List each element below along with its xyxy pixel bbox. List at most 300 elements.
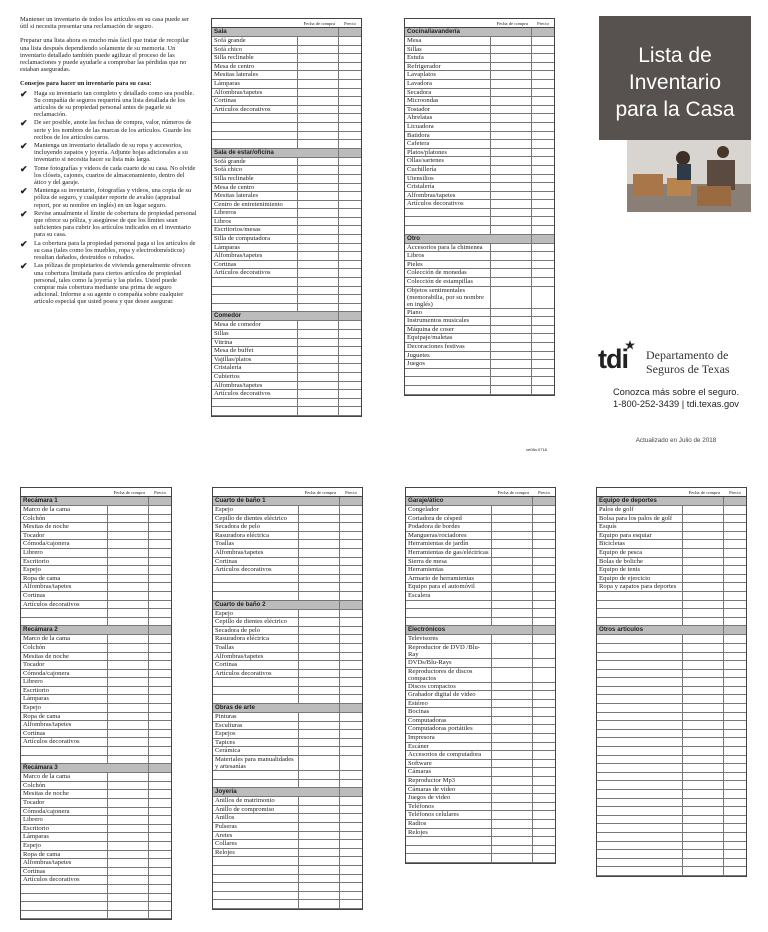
price-cell[interactable] bbox=[340, 713, 362, 721]
purchase-date-cell[interactable] bbox=[298, 321, 339, 329]
purchase-date-cell[interactable] bbox=[492, 777, 533, 785]
price-cell[interactable] bbox=[533, 592, 555, 600]
purchase-date-cell[interactable] bbox=[299, 497, 340, 505]
price-cell[interactable] bbox=[149, 799, 171, 807]
price-cell[interactable] bbox=[724, 566, 746, 574]
price-cell[interactable] bbox=[339, 330, 361, 338]
purchase-date-cell[interactable] bbox=[108, 670, 149, 678]
price-cell[interactable] bbox=[532, 123, 554, 131]
purchase-date-cell[interactable] bbox=[683, 678, 724, 686]
purchase-date-cell[interactable] bbox=[492, 540, 533, 548]
purchase-date-cell[interactable] bbox=[683, 695, 724, 703]
price-cell[interactable] bbox=[533, 794, 555, 802]
price-cell[interactable] bbox=[149, 515, 171, 523]
price-cell[interactable] bbox=[533, 768, 555, 776]
price-cell[interactable] bbox=[724, 618, 746, 626]
price-cell[interactable] bbox=[149, 695, 171, 703]
price-cell[interactable] bbox=[149, 825, 171, 833]
purchase-date-cell[interactable] bbox=[683, 687, 724, 695]
price-cell[interactable] bbox=[340, 780, 362, 788]
purchase-date-cell[interactable] bbox=[683, 653, 724, 661]
purchase-date-cell[interactable] bbox=[108, 704, 149, 712]
purchase-date-cell[interactable] bbox=[492, 549, 533, 557]
price-cell[interactable] bbox=[724, 687, 746, 695]
purchase-date-cell[interactable] bbox=[491, 63, 532, 71]
price-cell[interactable] bbox=[340, 558, 362, 566]
price-cell[interactable] bbox=[724, 799, 746, 807]
purchase-date-cell[interactable] bbox=[683, 670, 724, 678]
price-cell[interactable] bbox=[532, 80, 554, 88]
purchase-date-cell[interactable] bbox=[491, 54, 532, 62]
price-cell[interactable] bbox=[340, 601, 362, 609]
price-cell[interactable] bbox=[339, 37, 361, 45]
purchase-date-cell[interactable] bbox=[683, 721, 724, 729]
purchase-date-cell[interactable] bbox=[299, 704, 340, 712]
price-cell[interactable] bbox=[339, 63, 361, 71]
purchase-date-cell[interactable] bbox=[298, 166, 339, 174]
purchase-date-cell[interactable] bbox=[492, 558, 533, 566]
price-cell[interactable] bbox=[149, 808, 171, 816]
price-cell[interactable] bbox=[149, 738, 171, 746]
price-cell[interactable] bbox=[149, 756, 171, 764]
purchase-date-cell[interactable] bbox=[492, 532, 533, 540]
price-cell[interactable] bbox=[724, 764, 746, 772]
purchase-date-cell[interactable] bbox=[492, 768, 533, 776]
purchase-date-cell[interactable] bbox=[298, 226, 339, 234]
purchase-date-cell[interactable] bbox=[299, 832, 340, 840]
purchase-date-cell[interactable] bbox=[491, 235, 532, 243]
purchase-date-cell[interactable] bbox=[299, 583, 340, 591]
price-cell[interactable] bbox=[339, 140, 361, 148]
purchase-date-cell[interactable] bbox=[299, 695, 340, 703]
purchase-date-cell[interactable] bbox=[683, 609, 724, 617]
purchase-date-cell[interactable] bbox=[683, 747, 724, 755]
purchase-date-cell[interactable] bbox=[683, 575, 724, 583]
price-cell[interactable] bbox=[724, 661, 746, 669]
purchase-date-cell[interactable] bbox=[491, 200, 532, 208]
price-cell[interactable] bbox=[340, 857, 362, 865]
price-cell[interactable] bbox=[533, 515, 555, 523]
purchase-date-cell[interactable] bbox=[108, 756, 149, 764]
purchase-date-cell[interactable] bbox=[683, 540, 724, 548]
purchase-date-cell[interactable] bbox=[299, 797, 340, 805]
price-cell[interactable] bbox=[532, 114, 554, 122]
purchase-date-cell[interactable] bbox=[108, 868, 149, 876]
price-cell[interactable] bbox=[532, 261, 554, 269]
purchase-date-cell[interactable] bbox=[108, 782, 149, 790]
price-cell[interactable] bbox=[149, 782, 171, 790]
price-cell[interactable] bbox=[149, 721, 171, 729]
price-cell[interactable] bbox=[149, 902, 171, 910]
price-cell[interactable] bbox=[340, 892, 362, 900]
price-cell[interactable] bbox=[339, 184, 361, 192]
price-cell[interactable] bbox=[532, 326, 554, 334]
price-cell[interactable] bbox=[339, 28, 361, 36]
purchase-date-cell[interactable] bbox=[683, 601, 724, 609]
price-cell[interactable] bbox=[340, 592, 362, 600]
price-cell[interactable] bbox=[149, 670, 171, 678]
price-cell[interactable] bbox=[340, 575, 362, 583]
purchase-date-cell[interactable] bbox=[299, 747, 340, 755]
price-cell[interactable] bbox=[533, 743, 555, 751]
purchase-date-cell[interactable] bbox=[108, 506, 149, 514]
purchase-date-cell[interactable] bbox=[491, 369, 532, 377]
price-cell[interactable] bbox=[532, 252, 554, 260]
price-cell[interactable] bbox=[339, 356, 361, 364]
purchase-date-cell[interactable] bbox=[683, 592, 724, 600]
purchase-date-cell[interactable] bbox=[108, 911, 149, 919]
price-cell[interactable] bbox=[149, 885, 171, 893]
purchase-date-cell[interactable] bbox=[492, 760, 533, 768]
price-cell[interactable] bbox=[339, 373, 361, 381]
price-cell[interactable] bbox=[533, 668, 555, 682]
price-cell[interactable] bbox=[724, 704, 746, 712]
purchase-date-cell[interactable] bbox=[298, 269, 339, 277]
purchase-date-cell[interactable] bbox=[108, 497, 149, 505]
purchase-date-cell[interactable] bbox=[299, 644, 340, 652]
price-cell[interactable] bbox=[339, 192, 361, 200]
purchase-date-cell[interactable] bbox=[299, 653, 340, 661]
purchase-date-cell[interactable] bbox=[108, 713, 149, 721]
purchase-date-cell[interactable] bbox=[108, 833, 149, 841]
price-cell[interactable] bbox=[149, 704, 171, 712]
purchase-date-cell[interactable] bbox=[491, 89, 532, 97]
price-cell[interactable] bbox=[149, 497, 171, 505]
purchase-date-cell[interactable] bbox=[298, 287, 339, 295]
price-cell[interactable] bbox=[533, 566, 555, 574]
purchase-date-cell[interactable] bbox=[492, 725, 533, 733]
purchase-date-cell[interactable] bbox=[492, 820, 533, 828]
price-cell[interactable] bbox=[532, 369, 554, 377]
price-cell[interactable] bbox=[724, 747, 746, 755]
purchase-date-cell[interactable] bbox=[492, 601, 533, 609]
purchase-date-cell[interactable] bbox=[491, 183, 532, 191]
price-cell[interactable] bbox=[339, 71, 361, 79]
purchase-date-cell[interactable] bbox=[491, 343, 532, 351]
price-cell[interactable] bbox=[340, 866, 362, 874]
purchase-date-cell[interactable] bbox=[491, 166, 532, 174]
purchase-date-cell[interactable] bbox=[298, 261, 339, 269]
purchase-date-cell[interactable] bbox=[683, 635, 724, 643]
price-cell[interactable] bbox=[533, 659, 555, 667]
purchase-date-cell[interactable] bbox=[299, 849, 340, 857]
purchase-date-cell[interactable] bbox=[299, 540, 340, 548]
price-cell[interactable] bbox=[724, 713, 746, 721]
price-cell[interactable] bbox=[340, 506, 362, 514]
purchase-date-cell[interactable] bbox=[299, 840, 340, 848]
purchase-date-cell[interactable] bbox=[683, 713, 724, 721]
price-cell[interactable] bbox=[149, 609, 171, 617]
purchase-date-cell[interactable] bbox=[298, 54, 339, 62]
purchase-date-cell[interactable] bbox=[299, 780, 340, 788]
price-cell[interactable] bbox=[532, 97, 554, 105]
price-cell[interactable] bbox=[724, 773, 746, 781]
price-cell[interactable] bbox=[533, 829, 555, 837]
purchase-date-cell[interactable] bbox=[299, 506, 340, 514]
price-cell[interactable] bbox=[340, 549, 362, 557]
price-cell[interactable] bbox=[724, 609, 746, 617]
price-cell[interactable] bbox=[339, 304, 361, 312]
purchase-date-cell[interactable] bbox=[298, 158, 339, 166]
purchase-date-cell[interactable] bbox=[298, 364, 339, 372]
purchase-date-cell[interactable] bbox=[492, 708, 533, 716]
price-cell[interactable] bbox=[339, 269, 361, 277]
price-cell[interactable] bbox=[149, 713, 171, 721]
price-cell[interactable] bbox=[533, 601, 555, 609]
purchase-date-cell[interactable] bbox=[491, 46, 532, 54]
price-cell[interactable] bbox=[533, 523, 555, 531]
purchase-date-cell[interactable] bbox=[492, 794, 533, 802]
price-cell[interactable] bbox=[340, 687, 362, 695]
price-cell[interactable] bbox=[532, 54, 554, 62]
purchase-date-cell[interactable] bbox=[298, 106, 339, 114]
purchase-date-cell[interactable] bbox=[492, 583, 533, 591]
price-cell[interactable] bbox=[724, 824, 746, 832]
purchase-date-cell[interactable] bbox=[683, 566, 724, 574]
purchase-date-cell[interactable] bbox=[683, 730, 724, 738]
purchase-date-cell[interactable] bbox=[491, 209, 532, 217]
purchase-date-cell[interactable] bbox=[492, 668, 533, 682]
price-cell[interactable] bbox=[533, 854, 555, 862]
price-cell[interactable] bbox=[724, 532, 746, 540]
price-cell[interactable] bbox=[339, 244, 361, 252]
price-cell[interactable] bbox=[340, 540, 362, 548]
price-cell[interactable] bbox=[533, 751, 555, 759]
price-cell[interactable] bbox=[339, 347, 361, 355]
price-cell[interactable] bbox=[149, 868, 171, 876]
purchase-date-cell[interactable] bbox=[492, 829, 533, 837]
price-cell[interactable] bbox=[724, 867, 746, 875]
price-cell[interactable] bbox=[339, 226, 361, 234]
purchase-date-cell[interactable] bbox=[298, 63, 339, 71]
purchase-date-cell[interactable] bbox=[492, 506, 533, 514]
price-cell[interactable] bbox=[149, 635, 171, 643]
purchase-date-cell[interactable] bbox=[491, 71, 532, 79]
purchase-date-cell[interactable] bbox=[491, 377, 532, 385]
purchase-date-cell[interactable] bbox=[108, 523, 149, 531]
purchase-date-cell[interactable] bbox=[492, 854, 533, 862]
price-cell[interactable] bbox=[339, 97, 361, 105]
purchase-date-cell[interactable] bbox=[491, 352, 532, 360]
purchase-date-cell[interactable] bbox=[108, 678, 149, 686]
purchase-date-cell[interactable] bbox=[108, 575, 149, 583]
purchase-date-cell[interactable] bbox=[683, 859, 724, 867]
price-cell[interactable] bbox=[149, 558, 171, 566]
price-cell[interactable] bbox=[532, 149, 554, 157]
price-cell[interactable] bbox=[533, 540, 555, 548]
purchase-date-cell[interactable] bbox=[298, 252, 339, 260]
purchase-date-cell[interactable] bbox=[299, 515, 340, 523]
price-cell[interactable] bbox=[340, 722, 362, 730]
purchase-date-cell[interactable] bbox=[108, 885, 149, 893]
purchase-date-cell[interactable] bbox=[491, 244, 532, 252]
price-cell[interactable] bbox=[339, 218, 361, 226]
price-cell[interactable] bbox=[532, 192, 554, 200]
purchase-date-cell[interactable] bbox=[298, 201, 339, 209]
purchase-date-cell[interactable] bbox=[683, 764, 724, 772]
price-cell[interactable] bbox=[532, 317, 554, 325]
purchase-date-cell[interactable] bbox=[298, 407, 339, 415]
purchase-date-cell[interactable] bbox=[492, 566, 533, 574]
purchase-date-cell[interactable] bbox=[298, 330, 339, 338]
purchase-date-cell[interactable] bbox=[491, 287, 532, 308]
price-cell[interactable] bbox=[532, 360, 554, 368]
price-cell[interactable] bbox=[340, 627, 362, 635]
price-cell[interactable] bbox=[340, 900, 362, 908]
purchase-date-cell[interactable] bbox=[491, 80, 532, 88]
price-cell[interactable] bbox=[339, 132, 361, 140]
price-cell[interactable] bbox=[532, 46, 554, 54]
purchase-date-cell[interactable] bbox=[298, 80, 339, 88]
price-cell[interactable] bbox=[339, 114, 361, 122]
price-cell[interactable] bbox=[340, 771, 362, 779]
purchase-date-cell[interactable] bbox=[491, 269, 532, 277]
price-cell[interactable] bbox=[340, 610, 362, 618]
price-cell[interactable] bbox=[724, 506, 746, 514]
purchase-date-cell[interactable] bbox=[299, 806, 340, 814]
price-cell[interactable] bbox=[149, 833, 171, 841]
price-cell[interactable] bbox=[339, 158, 361, 166]
purchase-date-cell[interactable] bbox=[299, 788, 340, 796]
price-cell[interactable] bbox=[724, 523, 746, 531]
purchase-date-cell[interactable] bbox=[299, 670, 340, 678]
price-cell[interactable] bbox=[532, 269, 554, 277]
purchase-date-cell[interactable] bbox=[298, 304, 339, 312]
purchase-date-cell[interactable] bbox=[491, 252, 532, 260]
purchase-date-cell[interactable] bbox=[492, 786, 533, 794]
price-cell[interactable] bbox=[532, 166, 554, 174]
price-cell[interactable] bbox=[533, 820, 555, 828]
purchase-date-cell[interactable] bbox=[492, 803, 533, 811]
price-cell[interactable] bbox=[533, 786, 555, 794]
purchase-date-cell[interactable] bbox=[108, 738, 149, 746]
price-cell[interactable] bbox=[339, 339, 361, 347]
price-cell[interactable] bbox=[724, 756, 746, 764]
purchase-date-cell[interactable] bbox=[108, 540, 149, 548]
purchase-date-cell[interactable] bbox=[298, 382, 339, 390]
purchase-date-cell[interactable] bbox=[492, 700, 533, 708]
price-cell[interactable] bbox=[532, 132, 554, 140]
purchase-date-cell[interactable] bbox=[683, 515, 724, 523]
purchase-date-cell[interactable] bbox=[108, 635, 149, 643]
purchase-date-cell[interactable] bbox=[683, 583, 724, 591]
price-cell[interactable] bbox=[724, 738, 746, 746]
purchase-date-cell[interactable] bbox=[108, 558, 149, 566]
purchase-date-cell[interactable] bbox=[491, 317, 532, 325]
price-cell[interactable] bbox=[533, 811, 555, 819]
price-cell[interactable] bbox=[340, 635, 362, 643]
price-cell[interactable] bbox=[149, 523, 171, 531]
price-cell[interactable] bbox=[532, 209, 554, 217]
price-cell[interactable] bbox=[339, 123, 361, 131]
price-cell[interactable] bbox=[724, 497, 746, 505]
price-cell[interactable] bbox=[149, 583, 171, 591]
price-cell[interactable] bbox=[724, 678, 746, 686]
price-cell[interactable] bbox=[149, 626, 171, 634]
price-cell[interactable] bbox=[724, 540, 746, 548]
price-cell[interactable] bbox=[339, 364, 361, 372]
price-cell[interactable] bbox=[533, 803, 555, 811]
price-cell[interactable] bbox=[724, 583, 746, 591]
price-cell[interactable] bbox=[340, 806, 362, 814]
purchase-date-cell[interactable] bbox=[683, 756, 724, 764]
purchase-date-cell[interactable] bbox=[683, 558, 724, 566]
price-cell[interactable] bbox=[532, 183, 554, 191]
purchase-date-cell[interactable] bbox=[299, 866, 340, 874]
purchase-date-cell[interactable] bbox=[298, 184, 339, 192]
purchase-date-cell[interactable] bbox=[683, 661, 724, 669]
price-cell[interactable] bbox=[149, 894, 171, 902]
purchase-date-cell[interactable] bbox=[492, 644, 533, 658]
purchase-date-cell[interactable] bbox=[108, 583, 149, 591]
purchase-date-cell[interactable] bbox=[298, 149, 339, 157]
price-cell[interactable] bbox=[532, 140, 554, 148]
purchase-date-cell[interactable] bbox=[683, 523, 724, 531]
price-cell[interactable] bbox=[339, 106, 361, 114]
price-cell[interactable] bbox=[533, 708, 555, 716]
price-cell[interactable] bbox=[340, 644, 362, 652]
purchase-date-cell[interactable] bbox=[108, 515, 149, 523]
purchase-date-cell[interactable] bbox=[491, 309, 532, 317]
purchase-date-cell[interactable] bbox=[298, 97, 339, 105]
price-cell[interactable] bbox=[339, 201, 361, 209]
price-cell[interactable] bbox=[340, 583, 362, 591]
purchase-date-cell[interactable] bbox=[492, 515, 533, 523]
purchase-date-cell[interactable] bbox=[299, 627, 340, 635]
price-cell[interactable] bbox=[724, 850, 746, 858]
price-cell[interactable] bbox=[724, 515, 746, 523]
purchase-date-cell[interactable] bbox=[108, 859, 149, 867]
price-cell[interactable] bbox=[724, 695, 746, 703]
price-cell[interactable] bbox=[339, 312, 361, 320]
purchase-date-cell[interactable] bbox=[299, 730, 340, 738]
purchase-date-cell[interactable] bbox=[299, 592, 340, 600]
price-cell[interactable] bbox=[532, 235, 554, 243]
purchase-date-cell[interactable] bbox=[299, 601, 340, 609]
price-cell[interactable] bbox=[340, 661, 362, 669]
purchase-date-cell[interactable] bbox=[299, 661, 340, 669]
purchase-date-cell[interactable] bbox=[491, 97, 532, 105]
purchase-date-cell[interactable] bbox=[108, 618, 149, 626]
purchase-date-cell[interactable] bbox=[108, 532, 149, 540]
purchase-date-cell[interactable] bbox=[298, 123, 339, 131]
purchase-date-cell[interactable] bbox=[491, 37, 532, 45]
purchase-date-cell[interactable] bbox=[491, 261, 532, 269]
price-cell[interactable] bbox=[339, 175, 361, 183]
purchase-date-cell[interactable] bbox=[492, 691, 533, 699]
price-cell[interactable] bbox=[533, 618, 555, 626]
price-cell[interactable] bbox=[532, 343, 554, 351]
purchase-date-cell[interactable] bbox=[108, 721, 149, 729]
price-cell[interactable] bbox=[532, 377, 554, 385]
purchase-date-cell[interactable] bbox=[491, 326, 532, 334]
purchase-date-cell[interactable] bbox=[492, 635, 533, 643]
price-cell[interactable] bbox=[533, 644, 555, 658]
purchase-date-cell[interactable] bbox=[298, 114, 339, 122]
price-cell[interactable] bbox=[533, 725, 555, 733]
purchase-date-cell[interactable] bbox=[108, 842, 149, 850]
price-cell[interactable] bbox=[339, 80, 361, 88]
price-cell[interactable] bbox=[724, 558, 746, 566]
price-cell[interactable] bbox=[724, 781, 746, 789]
price-cell[interactable] bbox=[724, 601, 746, 609]
purchase-date-cell[interactable] bbox=[683, 807, 724, 815]
purchase-date-cell[interactable] bbox=[491, 278, 532, 286]
price-cell[interactable] bbox=[149, 730, 171, 738]
price-cell[interactable] bbox=[533, 846, 555, 854]
purchase-date-cell[interactable] bbox=[683, 497, 724, 505]
purchase-date-cell[interactable] bbox=[298, 218, 339, 226]
